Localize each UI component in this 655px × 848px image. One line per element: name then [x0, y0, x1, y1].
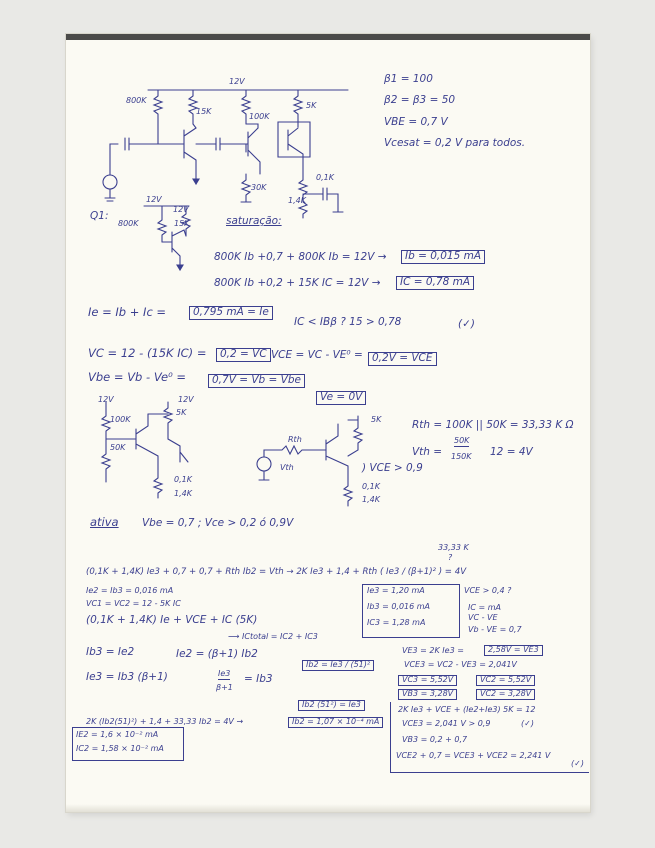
sheet-bottom-edge — [66, 804, 590, 812]
ie3-relation: Ie3 = Ib3 (β+1) — [86, 671, 168, 683]
vbe-result: 0,7V = Vb = Vbe — [208, 374, 305, 388]
vth-frac-den: 150K — [451, 452, 472, 461]
active-heading: ativa — [90, 515, 119, 529]
vce-cond: ) VCE > 0,9 — [362, 462, 423, 474]
c2-r100k: 100K — [110, 415, 131, 424]
r-800k-label: 800K — [126, 96, 147, 105]
ie-check: (✓) — [458, 318, 475, 330]
vb-side-note: Vb - VE = 0,7 — [468, 625, 522, 634]
q1-eq2-result: IC = 0,78 mA — [396, 276, 474, 290]
notebook-sheet — [66, 34, 590, 812]
frac-ie3: Ie3 — [218, 669, 231, 678]
eq-ib3: = Ib3 — [244, 673, 273, 685]
ictotal-line: ⟶ ICtotal = IC2 + IC3 — [228, 632, 318, 641]
vcc-12v-label: 12V — [229, 77, 245, 86]
r-100k-label: 100K — [249, 112, 270, 121]
q1-schematic — [134, 200, 204, 280]
q1-label: Q1: — [90, 210, 109, 222]
vc-result: 0,2 = VC — [216, 348, 271, 362]
q1-r800: 800K — [118, 219, 139, 228]
last-equation: VCE2 + 0,7 = VCE3 + VCE2 = 2,241 V — [396, 751, 551, 760]
vc2b-result: VC2 = 3,28V — [476, 689, 535, 700]
ic-side-note: IC = mA — [468, 603, 501, 612]
saturation-heading: saturação: — [226, 215, 282, 227]
c2-v12: 12V — [98, 395, 114, 404]
ve3-line: VE3 = 2K Ie3 = — [402, 646, 464, 655]
param-vbe: VBE = 0,7 V — [384, 116, 448, 128]
ie-result: 0,795 mA = Ie — [189, 306, 273, 320]
c2-r50k: 50K — [110, 443, 126, 452]
note-question: ? — [448, 553, 453, 562]
param-vcesat: Vcesat = 0,2 V para todos. — [384, 137, 526, 149]
r-15k-label: 15K — [196, 107, 212, 116]
ib3-result: Ib3 = 0,016 mA — [367, 602, 431, 611]
scanner-edge — [66, 34, 590, 40]
ic2-final: IC2 = 1,58 × 10⁻² mA — [76, 744, 164, 753]
ie-line: Ie = Ib + Ic = — [88, 305, 167, 319]
check-2: (✓) — [571, 759, 584, 768]
frac-beta1: β+1 — [216, 683, 233, 692]
note-3333: 33,33 K — [438, 543, 469, 552]
vb3-result: VB3 = 3,28V — [398, 689, 457, 700]
ic3-result: IC3 = 1,28 mA — [367, 618, 426, 627]
ie2-relation: Ie2 = (β+1) Ib2 — [176, 648, 258, 660]
ie2-final: IE2 = 1,6 × 10⁻² mA — [76, 730, 159, 739]
ib2b-result: Ib2 (51²) = Ie3 — [298, 700, 365, 711]
c2-r01k: 0,1K — [174, 475, 192, 484]
r-14k-label: 1,4K — [288, 196, 306, 205]
r01k-b-label: 0,1K — [362, 482, 380, 491]
vb3-equation: VB3 = 0,2 + 0,7 — [402, 735, 468, 744]
ie3-result: Ie3 = 1,20 mA — [367, 586, 425, 595]
vth-frac-num: 50K — [454, 436, 470, 445]
vth-equation-b: 12 = 4V — [490, 446, 533, 458]
q1-v12b: 12V — [173, 205, 189, 214]
q1-eq2: 800K Ib +0,2 + 15K IC = 12V → — [214, 277, 381, 289]
ib2c-result: Ib2 = 1,07 × 10⁻⁴ mA — [288, 717, 383, 728]
vc-side-note: VC - VE — [468, 613, 498, 622]
ie2-line: Ie2 = Ib3 = 0,016 mA — [86, 586, 174, 595]
active-condition: Vbe = 0,7 ; Vce > 0,2 ó 0,9V — [142, 517, 294, 529]
vc1-line: VC1 = VC2 = 12 - 5K IC — [86, 599, 181, 608]
vc2-result: VC2 = 5,52V — [476, 675, 535, 686]
check-1: (✓) — [521, 719, 534, 728]
kvl3-line: 2K Ie3 + VCE + (Ie2+Ie3) 5K = 12 — [398, 705, 536, 714]
long-equation: 2K (Ib2(51)²) + 1,4 + 33,33 Ib2 = 4V → — [86, 717, 244, 726]
c2-v12b: 12V — [178, 395, 194, 404]
r-01k-label: 0,1K — [316, 173, 334, 182]
vth-equation-a: Vth = — [412, 446, 443, 458]
ve-zero-result: Ve = 0V — [316, 391, 366, 405]
q1-eq1-result: Ib = 0,015 mA — [401, 250, 485, 264]
param-beta1: β1 = 100 — [384, 73, 433, 85]
vce-question: VCE > 0,4 ? — [464, 586, 512, 595]
vbe-line: Vbe = Vb - Ve⁰ = — [88, 370, 186, 384]
vce-line: VCE = VC - VE⁰ = — [271, 349, 363, 361]
active-main-eq: (0,1K + 1,4K) Ie3 + 0,7 + 0,7 + Rth Ib2 = Vth → 2K Ie3 + 1,4 + Rth ( Ie3 / (β+1)² ) = 4V — [86, 567, 467, 577]
c2-r5k: 5K — [176, 408, 187, 417]
c2-r14k: 1,4K — [174, 489, 192, 498]
vth-label: Vth — [280, 463, 294, 472]
vce3-line: VCE3 = VC2 - VE3 = 2,041V — [404, 660, 517, 669]
rth-equation: Rth = 100K || 50K = 33,33 K Ω — [412, 419, 574, 431]
r-30k-label: 30K — [251, 183, 267, 192]
ib2-result: Ib2 = Ie3 / (51)² — [302, 660, 374, 671]
kvl2-line: (0,1K + 1,4K) Ie + VCE + IC (5K) — [86, 614, 258, 626]
ib3-ie2: Ib3 = Ie2 — [86, 646, 135, 658]
param-beta2-beta3: β2 = β3 = 50 — [384, 94, 456, 106]
rth-label: Rth — [288, 435, 302, 444]
q1-v12a: 12V — [146, 195, 162, 204]
ie-condition: IC < IBβ ? 15 > 0,78 — [294, 316, 402, 328]
ve3-result: 2,58V = VE3 — [484, 645, 543, 656]
q1-eq1: 800K Ib +0,7 + 800K Ib = 12V → — [214, 251, 387, 263]
q1-r15: 15K — [174, 219, 190, 228]
r5k-b-label: 5K — [371, 415, 382, 424]
vce3-final: VCE3 = 2,041 V > 0,9 — [402, 719, 491, 728]
vce-result: 0,2V = VCE — [368, 352, 437, 366]
r-5k-label: 5K — [306, 101, 317, 110]
vc3-result: VC3 = 5,52V — [398, 675, 457, 686]
vc-line: VC = 12 - (15K IC) = — [88, 346, 207, 360]
r14k-b-label: 1,4K — [362, 495, 380, 504]
final-box-right — [390, 702, 589, 773]
